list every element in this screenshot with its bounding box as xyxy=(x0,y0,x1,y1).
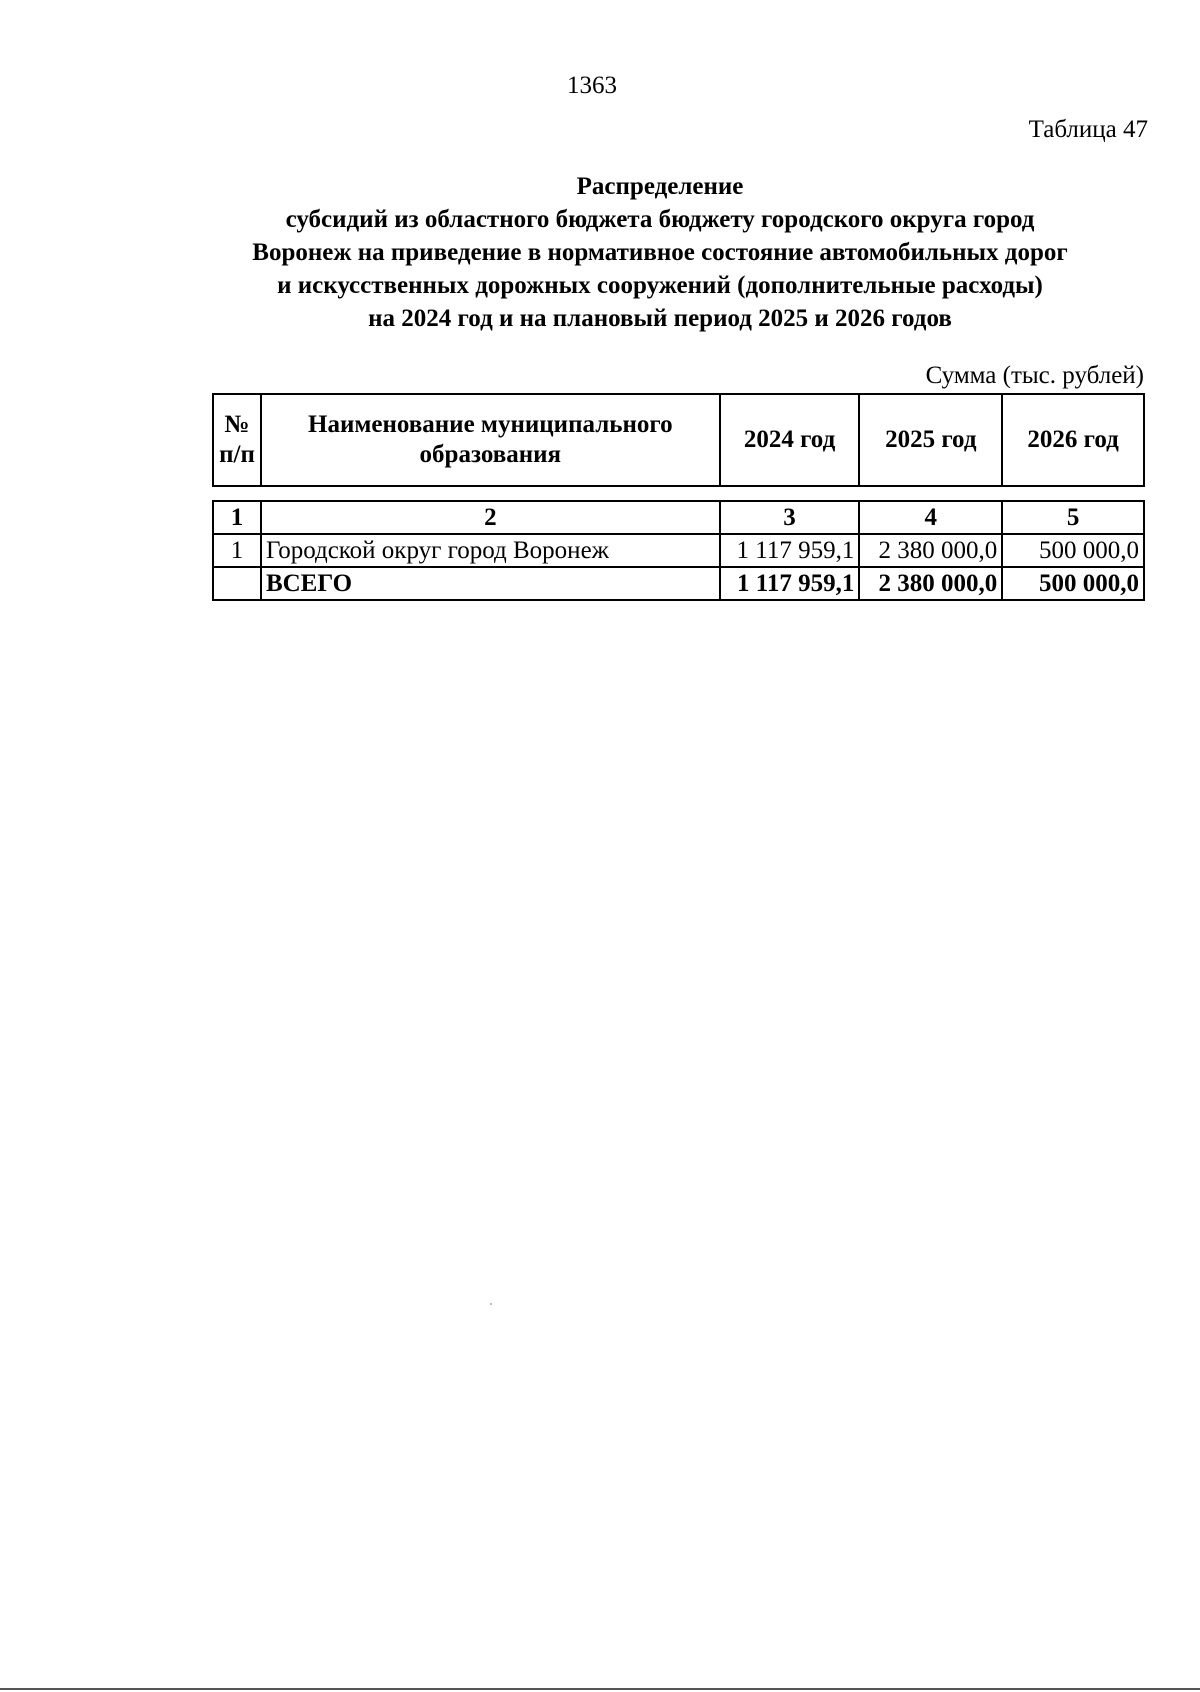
table-row xyxy=(213,534,1144,567)
column-number: 4 xyxy=(859,501,1002,534)
column-number: 3 xyxy=(720,501,860,534)
total-2026: 500 000,0 xyxy=(1002,567,1144,600)
total-2025: 2 380 000,0 xyxy=(859,567,1002,600)
heading-line: Распределение xyxy=(576,173,744,200)
total-num xyxy=(213,567,261,600)
header-2026: 2026 год xyxy=(1002,394,1144,486)
column-number: 2 xyxy=(261,501,720,534)
header-name: Наименование муниципального образования xyxy=(261,394,720,486)
header-num: № п/п xyxy=(213,394,261,486)
column-number-row xyxy=(213,501,1144,534)
scan-speck xyxy=(490,1303,492,1305)
header-2025: 2025 год xyxy=(859,394,1002,486)
header-row xyxy=(213,394,1144,486)
row-2026: 500 000,0 xyxy=(1002,534,1144,567)
total-row xyxy=(213,567,1144,600)
row-name: Городской округ город Воронеж xyxy=(261,534,720,567)
row-2024: 1 117 959,1 xyxy=(720,534,860,567)
header-2024: 2024 год xyxy=(720,394,860,486)
heading-line: на 2024 год и на плановый период 2025 и 2026 годов xyxy=(368,305,952,332)
page-number: 1363 xyxy=(567,72,617,99)
total-2024: 1 117 959,1 xyxy=(720,567,860,600)
units-note: Сумма (тыс. рублей) xyxy=(925,362,1144,389)
row-num: 1 xyxy=(213,534,261,567)
table-header xyxy=(212,393,1145,487)
row-2025: 2 380 000,0 xyxy=(859,534,1002,567)
document-heading xyxy=(180,170,1140,335)
column-number: 1 xyxy=(213,501,261,534)
table-label: Таблица 47 xyxy=(1028,116,1148,143)
scan-edge-line xyxy=(0,1688,1200,1690)
heading-line: субсидий из областного бюджета бюджету городского округа город xyxy=(285,206,1035,233)
column-number: 5 xyxy=(1002,501,1144,534)
heading-line: Воронеж на приведение в нормативное состояние автомобильных дорог xyxy=(252,239,1068,266)
heading-line: и искусственных дорожных сооружений (дополнительные расходы) xyxy=(277,272,1043,299)
data-table xyxy=(212,500,1145,601)
total-label: ВСЕГО xyxy=(261,567,720,600)
